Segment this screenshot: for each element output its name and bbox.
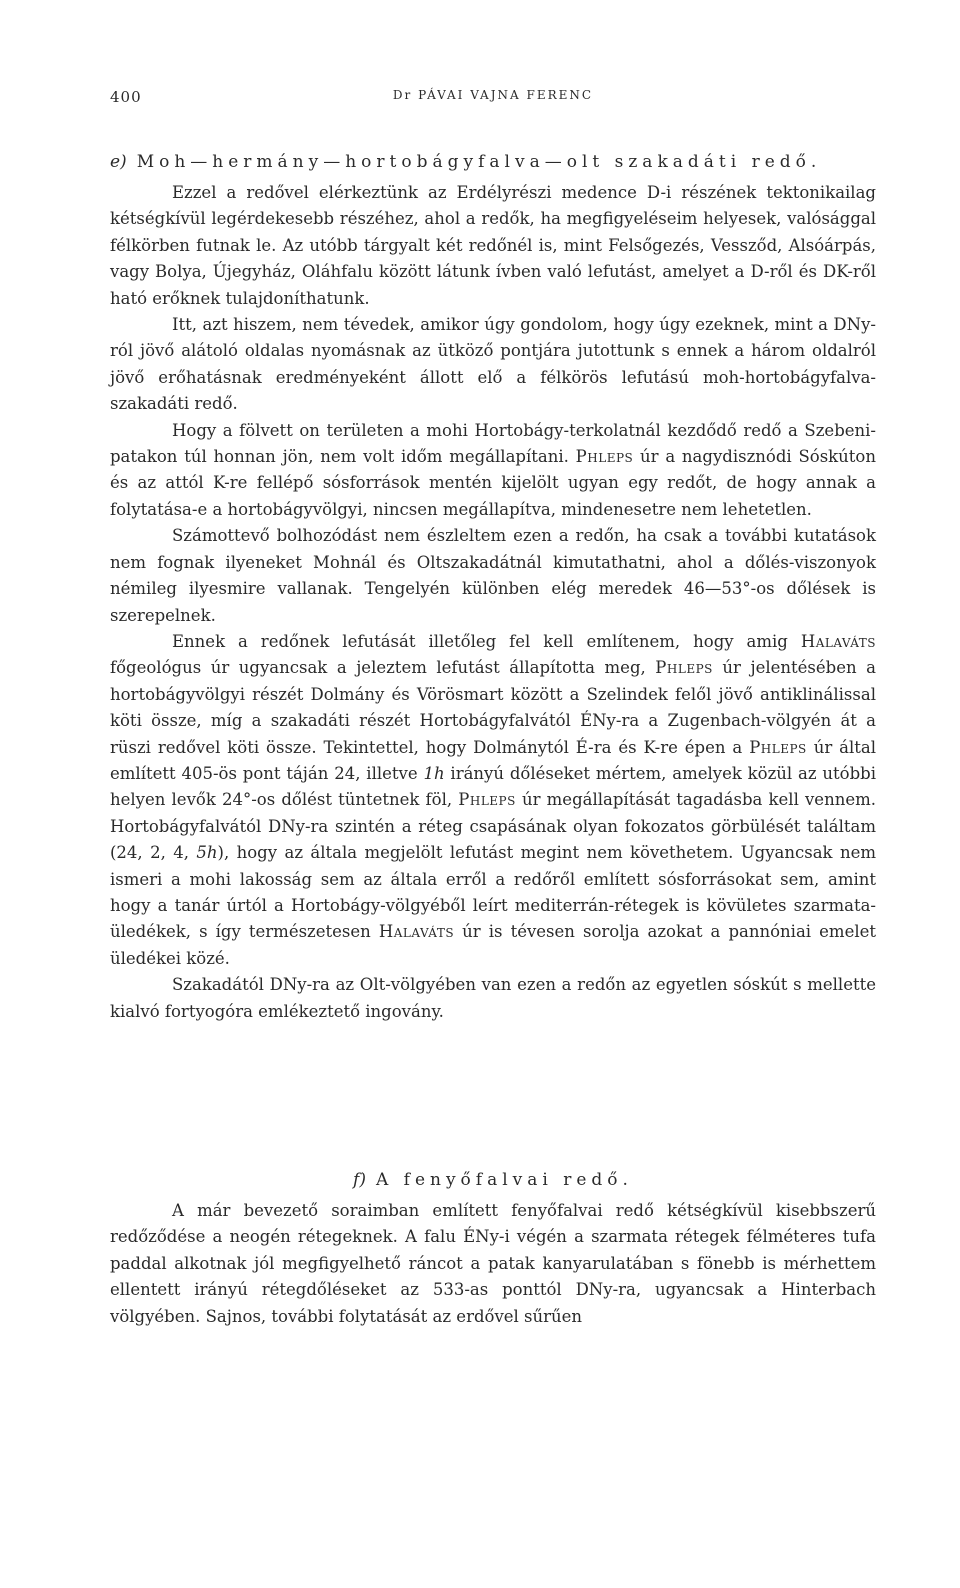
paragraph: Szakadától DNy-ra az Olt-völgyében van ezen a redőn az egyetlen sóskút s mellette kialvó fortyogóra emlékeztető ingovány. xyxy=(110,975,876,1021)
section-f-heading xyxy=(110,1170,876,1190)
page-number: 400 xyxy=(110,88,142,106)
section-e-letter: e) xyxy=(110,152,127,172)
running-title: Dr PÁVAI VAJNA FERENC xyxy=(392,88,594,102)
paragraph: A már bevezető soraimban említett fenyőfalvai redő kétségkívül kisebbszerű redőződése a neogén rétegeknek. A falu ÉNy-i végén a szarmata rétegek félméteres tufa paddal alkotnak jól megfigyelhető ráncot a patak kanyarulatában s fönebb is mérhettem ellentett irányú rétegdőléseket az 533-as ponttól DNy-ra, ugyancsak a Hinterbach völgyében. Sajnos, további folytatását az erdővel sűrűen xyxy=(110,1201,876,1326)
page-header xyxy=(110,88,876,114)
section-e-heading xyxy=(110,152,876,172)
section-e-title: Moh—hermány—hortobágyfalva—olt szakadáti redő. xyxy=(136,152,822,172)
paragraph: Itt, azt hiszem, nem tévedek, amikor úgy gondolom, hogy úgy ezeknek, mint a DNy-ról jövő alátoló oldalas nyomásnak az ütköző pontjára jutottunk s ennek a három oldalról jövő erőhatásnak eredményeként állott elő a félkörös lefutású moh-hortobágyfalva-szakadáti redő. xyxy=(110,315,876,414)
section-f xyxy=(110,1170,876,1330)
paragraph: Számottevő bolhozódást nem észleltem ezen a redőn, ha csak a további kutatások nem fognak ilyeneket Mohnál és Oltszakadátnál kimutathatni, ahol a dőlés-viszonyok némileg ilyesmire vallanak. Tengelyén különben elég meredek 46—53°-os dőlések is szerepelnek. xyxy=(110,526,876,625)
section-f-title: A fenyőfalvai redő. xyxy=(375,1170,633,1190)
paragraph: Ezzel a redővel elérkeztünk az Erdélyrészi medence D-i részének tektonikailag kétségkívül legérdekesebb részéhez, ahol a redők, ha megfigyeléseim helyesek, valósággal félkörben futnak le. Az utóbb tárgyalt két redőnél is, mint Felsőgezés, Vessződ, Alsóárpás, vagy Bolya, Újegyház, Oláhfalu között látunk ívben való lefutást, amelyet a D-ről és DK-ről ható erőknek tulajdoníthatunk. xyxy=(110,183,876,308)
paragraph: Ennek a redőnek lefutását illetőleg fel kell említenem, hogy amig Halaváts főgeológus úr ugyancsak a jeleztem lefutást állapította meg, Phleps úr jelentésében a hortobágyvölgyi részét Dolmány és Vörösmart között a Szelindek felől jövő antiklinálissal köti össze, míg a szakadáti részét Hortobágyfalvától ÉNy-ra a Zugenbach-völgyén át a rüszi redővel köti össze. Tekintettel, hogy Dolmánytól É-ra és K-re épen a Phleps úr által említett 405-ös pont táján 24, illetve 1h irányú dőléseket mértem, amelyek közül az utóbbi helyen levők 24°-os dőlést tüntetnek föl, Phleps úr megállapítását tagadásba kell vennem. Hortobágyfalvától DNy-ra szintén a réteg csapásának olyan fokozatos görbülését találtam (24, 2, 4, 5h), hogy az általa megjelölt lefutást megint nem követhetem. Ugyancsak nem ismeri a mohi lakosság sem az általa erről a redőről említett sósforrásokat sem, amint hogy a tanár úrtól a Hortobágy-völgyéből leírt mediterrán-rétegek is kövületes szarmata-üledékek, s így természetesen Halaváts úr is tévesen sorolja azokat a pannóniai emelet üledékei közé. xyxy=(110,631,877,968)
section-e xyxy=(110,152,876,1025)
section-f-letter: f) xyxy=(353,1170,366,1190)
paragraph: Hogy a fölvett on területen a mohi Hortobágy-terkolatnál kezdődő redő a Szebeni-patakon túl honnan jön, nem volt időm megállapítani. Phleps úr a nagydisznódi Sóskúton és az attól K-re fellépő sósforrások mentén kijelölt ugyan egy redőt, de hogy annak a folytatása-e a hortobágyvölgyi, nincsen megállapítva, mindenesetre nem lehetetlen. xyxy=(110,420,876,519)
